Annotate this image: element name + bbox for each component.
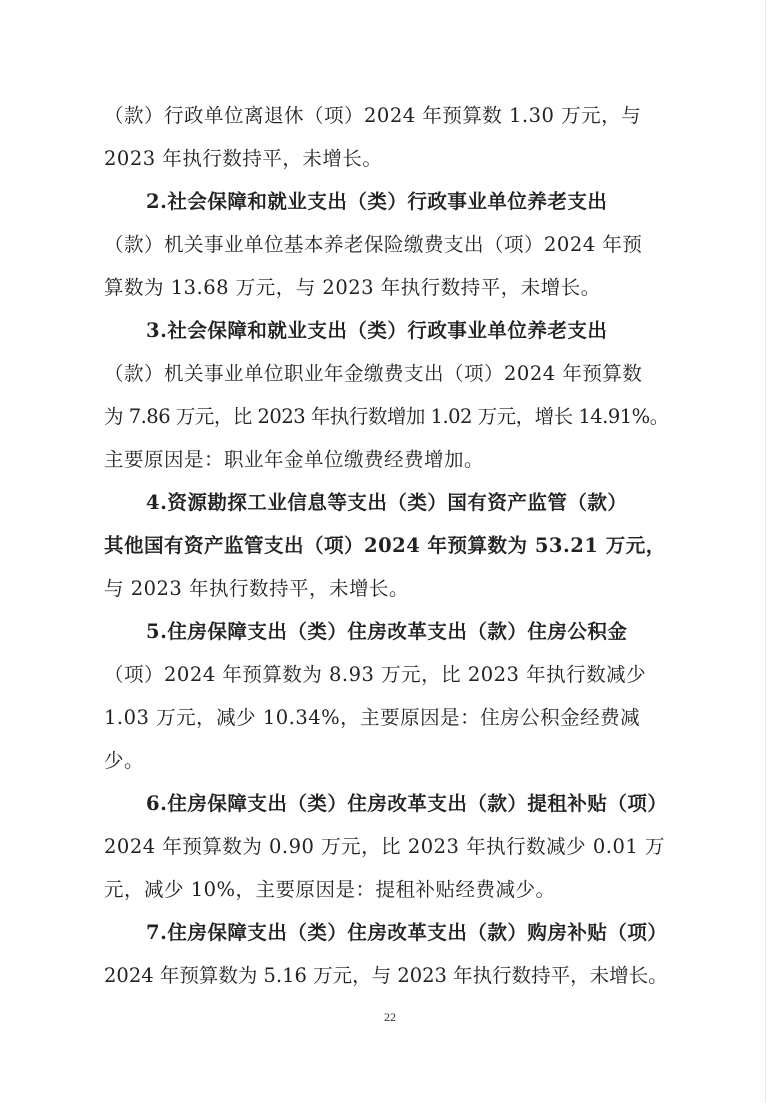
text-line: 3.社会保障和就业支出（类）行政事业单位养老支出 <box>146 319 608 342</box>
text-line: （款）机关事业单位职业年金缴费支出（项）2024 年预算数 <box>104 362 643 385</box>
text-line: 为 7.86 万元，比 2023 年执行数增加 1.02 万元，增长 14.91%。 <box>104 405 669 428</box>
text-line: 2024 年预算数为 5.16 万元，与 2023 年执行数持平，未增长。 <box>104 964 668 987</box>
text-line: 6.住房保障支出（类）住房改革支出（款）提租补贴（项） <box>146 792 668 815</box>
page-number: 22 <box>384 1010 396 1024</box>
text-line: 主要原因是：职业年金单位缴费经费增加。 <box>104 448 485 471</box>
text-line: 少。 <box>104 749 145 772</box>
scan-edge <box>765 0 766 1103</box>
text-line: 4.资源勘探工业信息等支出（类）国有资产监管（款） <box>146 491 628 514</box>
text-line: 2024 年预算数为 0.90 万元，比 2023 年执行数减少 0.01 万 <box>104 835 665 858</box>
text-line: 7.住房保障支出（类）住房改革支出（款）购房补贴（项） <box>146 921 668 944</box>
text-line: 1.03 万元，减少 10.34%，主要原因是：住房公积金经费减 <box>104 706 641 729</box>
text-line: （款）行政单位离退休（项）2024 年预算数 1.30 万元，与 <box>104 104 642 127</box>
text-line: （项）2024 年预算数为 8.93 万元，比 2023 年执行数减少 <box>104 663 647 686</box>
text-line: 元，减少 10%，主要原因是：提租补贴经费减少。 <box>104 878 556 901</box>
text-line: 与 2023 年执行数持平，未增长。 <box>104 577 410 600</box>
text-line: 其他国有资产监管支出（项）2024 年预算数为 53.21 万元， <box>104 534 666 557</box>
text-line: 2.社会保障和就业支出（类）行政事业单位养老支出 <box>146 190 608 213</box>
text-line: 2023 年执行数持平，未增长。 <box>104 147 383 170</box>
text-line: 算数为 13.68 万元，与 2023 年执行数持平，未增长。 <box>104 276 601 299</box>
text-line: （款）机关事业单位基本养老保险缴费支出（项）2024 年预 <box>104 233 643 256</box>
text-line: 5.住房保障支出（类）住房改革支出（款）住房公积金 <box>146 620 628 643</box>
